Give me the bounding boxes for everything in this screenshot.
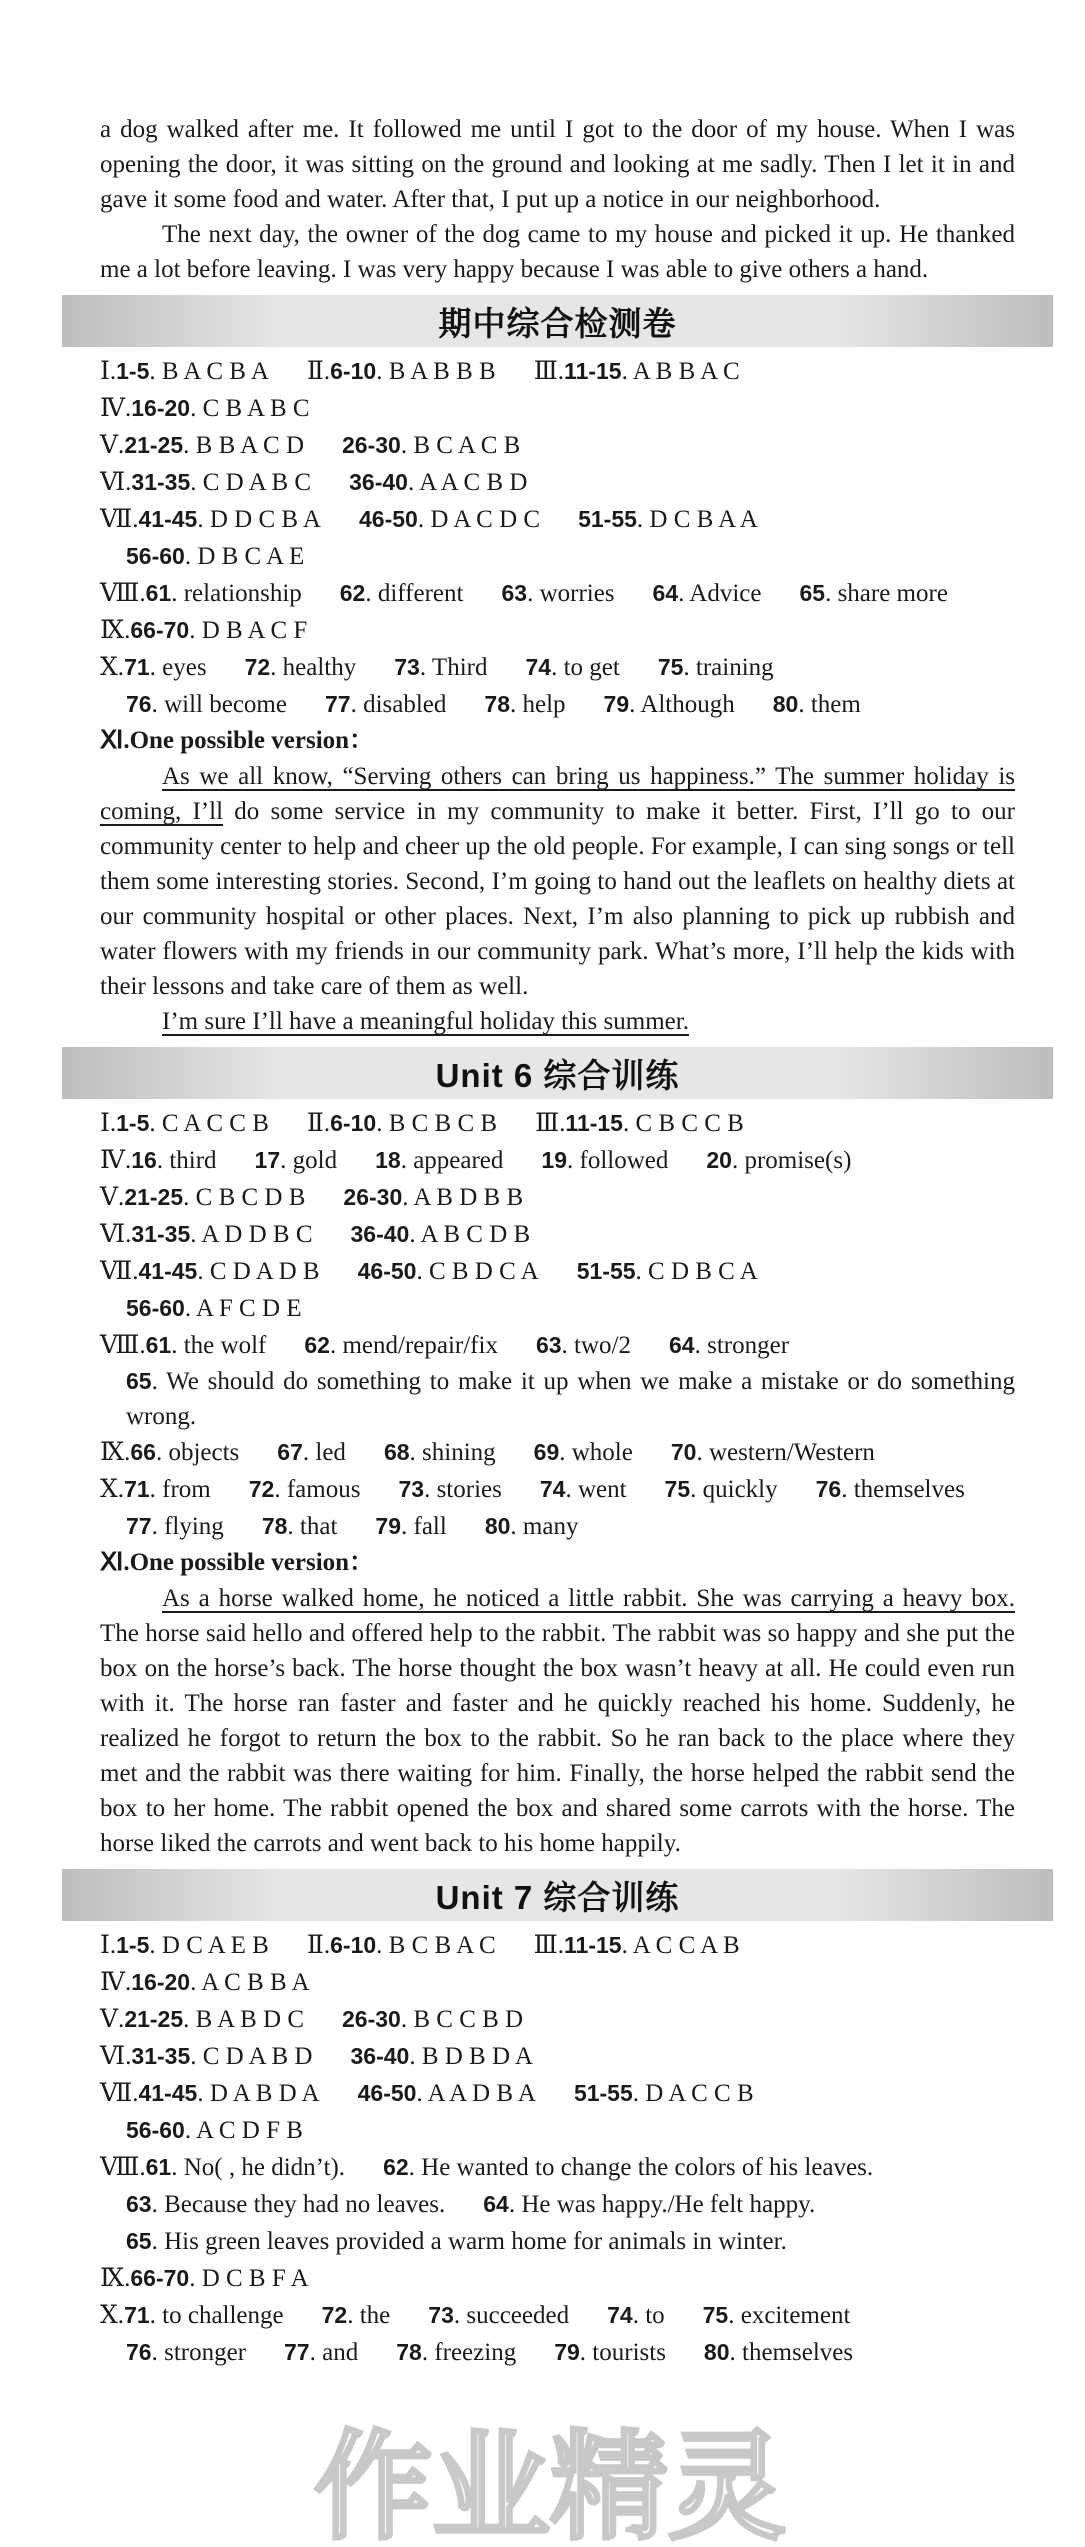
item-number: 63 [501, 580, 528, 606]
answer-line: Ⅴ.21-25. B A B D C 26-30. B C C B D [100, 2006, 524, 2033]
item-answer: C B A B C [202, 395, 310, 422]
midterm-answer-lines [100, 353, 1015, 723]
item-number: 46-50 [357, 2080, 417, 2106]
section-numeral: Ⅴ. [100, 1184, 125, 1211]
midterm-essay-ending [100, 1004, 1015, 1039]
answer-line: 65. His green leaves provided a warm home for animals in winter. [126, 2228, 787, 2255]
item-answer: western/Western [708, 1439, 875, 1466]
item-answer: D C B A A [649, 506, 758, 533]
item-answer: A D D B C [201, 1221, 313, 1248]
item-number: 78 [261, 1513, 288, 1539]
item-number: 75 [702, 2302, 729, 2328]
item-number: 79 [603, 691, 630, 717]
item-answer: He wanted to change the colors of his leaves. [421, 2154, 874, 2181]
item-number: 64 [483, 2191, 509, 2217]
item-answer: objects [168, 1439, 240, 1466]
item-answer: went [577, 1476, 627, 1503]
unit6-answer-lines [100, 1105, 1015, 1364]
item-number: 26-30 [343, 1184, 403, 1210]
item-number: 31-35 [131, 2043, 191, 2069]
section-numeral: Ⅹ. [100, 2302, 125, 2329]
section-numeral: Ⅷ. [100, 580, 146, 607]
essay-label: Ⅺ.One possible version： [100, 727, 375, 754]
item-answer: gold [292, 1147, 338, 1174]
section-banner-midterm [62, 295, 1053, 347]
section-numeral: Ⅸ. [100, 617, 131, 644]
item-number: 76 [126, 691, 152, 717]
essay-body: The horse said hello and offered help to the rabbit. The rabbit was so happy and she put the box on the horse’s back. The horse thought the box wasn’t heavy at all. He could even run with it. The horse ran faster and faster and he quickly reached his home. Suddenly, he realized he forgot to return the box to the rabbit. So he ran back to the place where they met and the rabbit was there waiting for him. Finally, the horse helped the rabbit send the box to her home. The rabbit opened the box and shared some carrots with the horse. The horse liked the carrots and went back to his home happily. [100, 1620, 1015, 1857]
answer-line: 76. stronger 77. and 78. freezing 79. tourists 80. themselves [126, 2339, 854, 2366]
unit6-answer-lines-2 [100, 1434, 1015, 1545]
item-answer: stronger [164, 2339, 247, 2366]
answer-line: Ⅵ.31-35. A D D B C 36-40. A B C D B [100, 1221, 531, 1248]
item-answer: Advice [689, 580, 762, 607]
item-number: 73 [398, 1476, 425, 1502]
item-answer: B C A C B [413, 432, 521, 459]
item-answer: A C D F B [195, 2117, 303, 2144]
answer-line: Ⅶ.41-45. C D A D B 46-50. C B D C A 51-55. C D B C A [100, 1258, 758, 1285]
item-number: 17 [254, 1147, 281, 1173]
item-number: 63 [535, 1332, 562, 1358]
item-number: 65 [126, 1368, 152, 1394]
item-answer: D B C A E [197, 543, 305, 570]
item-answer: themselves [742, 2339, 854, 2366]
item-answer: B B A C D [195, 432, 305, 459]
item-answer: C B C C B [635, 1110, 744, 1137]
item-number: 66-70 [130, 2265, 190, 2291]
item-answer: Although [640, 691, 735, 718]
section-title-unit6: Unit 6 综合训练 [435, 1056, 680, 1094]
item-number: 71 [124, 1476, 150, 1502]
answer-line: 63. Because they had no leaves. 64. He was happy./He felt happy. [126, 2191, 816, 2218]
item-number: 61 [145, 2154, 172, 2180]
item-answer: shining [422, 1439, 496, 1466]
item-answer: led [315, 1439, 346, 1466]
item-number: 71 [124, 654, 150, 680]
item-answer: B C B C B [388, 1110, 498, 1137]
item-number: 16 [131, 1147, 157, 1173]
item-answer: fall [413, 1513, 447, 1540]
item-number: 51-55 [578, 506, 637, 532]
item-answer: C D A B C [202, 469, 312, 496]
section-numeral: Ⅳ. [100, 1147, 132, 1174]
essay-body: do some service in my community to make it better. First, I’ll go to our community center to help and cheer up the old people. For example, I can sing songs or tell them some interesting stories. Second, I’m going to hand out the leaflets on healthy diets at our community hospital or other places. Next, I’m also planning to pick up rubbish and water flowers with my friends in our community park. What’s more, I’ll help the kids with their lessons and take care of them as well. [100, 798, 1016, 1000]
item-answer: many [522, 1513, 579, 1540]
answer-line: Ⅸ.66-70. D C B F A [100, 2265, 309, 2292]
section-numeral: Ⅸ. [100, 2265, 131, 2292]
item-number: 79 [375, 1513, 401, 1539]
item-number: 72 [244, 654, 271, 680]
answer-line: Ⅶ.41-45. D A B D A 46-50. A A D B A 51-55. D A C C B [100, 2080, 754, 2107]
essay-underlined-opening: As we all know, “Serving others can bring us happiness.” The summer holiday is coming, I’ll [100, 763, 1015, 825]
item-number: 61 [145, 580, 172, 606]
item-answer: C D A D B [209, 1258, 320, 1285]
item-number: 51-55 [576, 1258, 636, 1284]
item-number: 31-35 [131, 1221, 191, 1247]
item-number: 46-50 [358, 506, 418, 532]
answer-line: Ⅵ.31-35. C D A B C 36-40. A A C B D [100, 469, 528, 496]
item-answer: appeared [413, 1147, 504, 1174]
item-number: 51-55 [573, 2080, 633, 2106]
item-number: 11-15 [564, 358, 622, 384]
item-answer: themselves [853, 1476, 965, 1503]
item-number: 78 [484, 691, 510, 717]
section-numeral: Ⅵ. [100, 2043, 132, 2070]
item-answer: He was happy./He felt happy. [521, 2191, 816, 2218]
section-numeral: Ⅰ. [100, 1932, 117, 1959]
answer-line: Ⅰ.1-5. C A C C B Ⅱ.6-10. B C B C B Ⅲ.11-15. C B C C B [100, 1110, 744, 1137]
section-banner-unit6 [62, 1047, 1053, 1099]
item-answer: whole [571, 1439, 633, 1466]
item-number: 19 [541, 1147, 567, 1173]
item-number: 67 [277, 1439, 303, 1465]
item-answer: the [359, 2302, 391, 2329]
item-number: 1-5 [116, 1110, 150, 1136]
section-numeral: Ⅴ. [100, 2006, 125, 2033]
item-number: 36-40 [349, 469, 408, 495]
item-answer: will become [164, 691, 287, 718]
answer-line: Ⅷ.61. relationship 62. different 63. worries 64. Advice 65. share more [100, 580, 948, 607]
item-number: 36-40 [350, 1221, 410, 1247]
item-number: 80 [772, 691, 799, 717]
section-numeral: Ⅲ. [533, 358, 565, 385]
essay-underlined-ending: I’m sure I’ll have a meaningful holiday this summer. [162, 1008, 689, 1035]
item-answer: His green leaves provided a warm home for animals in winter. [164, 2228, 787, 2255]
answer-line: Ⅹ.71. to challenge 72. the 73. succeeded 74. to 75. excitement [100, 2302, 851, 2329]
midterm-essay-label [100, 723, 1015, 759]
answer-line: Ⅷ.61. No( , he didn’t). 62. He wanted to change the colors of his leaves. [100, 2154, 874, 2181]
item-number: 77 [284, 2339, 310, 2365]
item-answer: B D B D A [421, 2043, 533, 2070]
item-answer: No( , he didn’t). [183, 2154, 346, 2181]
item-number: 1-5 [116, 358, 150, 384]
answer-line: Ⅹ.71. eyes 72. healthy 73. Third 74. to get 75. training [100, 654, 774, 681]
item-number: 11-15 [565, 1110, 623, 1136]
item-number: 6-10 [330, 358, 377, 384]
item-number: 76 [815, 1476, 842, 1502]
answer-line: 56-60. A C D F B [126, 2117, 303, 2144]
section-numeral: Ⅸ. [100, 1439, 131, 1466]
item-answer: A B C D B [420, 1221, 531, 1248]
item-number: 26-30 [342, 432, 401, 458]
item-number: 16-20 [131, 1969, 191, 1995]
item-answer: famous [286, 1476, 361, 1503]
item-number: 21-25 [124, 2006, 184, 2032]
item-number: 36-40 [350, 2043, 410, 2069]
section-numeral: Ⅰ. [100, 1110, 117, 1137]
item-number: 41-45 [138, 506, 198, 532]
item-answer: third [169, 1147, 217, 1174]
item-number: 71 [124, 2302, 150, 2328]
essay-underlined-opening: As a horse walked home, he noticed a little rabbit. She was carrying a heavy box. [162, 1585, 1015, 1612]
item-number: 65 [799, 580, 826, 606]
unit6-essay [100, 1581, 1015, 1861]
section-numeral: Ⅹ. [100, 1476, 125, 1503]
item-answer: stories [436, 1476, 502, 1503]
item-number: 75 [664, 1476, 691, 1502]
item-number: 72 [248, 1476, 275, 1502]
item-number: 56-60 [126, 1295, 185, 1321]
item-answer: A F C D E [195, 1295, 302, 1322]
item-answer: promise(s) [744, 1147, 852, 1174]
item-answer: A B D B B [413, 1184, 524, 1211]
item-answer: to challenge [162, 2302, 284, 2329]
item-number: 80 [703, 2339, 730, 2365]
answer-line: Ⅳ.16-20. C B A B C [100, 395, 310, 422]
item-answer: excitement [740, 2302, 851, 2329]
item-number: 61 [145, 1332, 172, 1358]
item-answer: C B C D B [195, 1184, 306, 1211]
item-number: 78 [396, 2339, 422, 2365]
item-answer: eyes [162, 654, 207, 681]
item-answer: D C B F A [201, 2265, 309, 2292]
item-answer: freezing [434, 2339, 517, 2366]
section-numeral: Ⅱ. [306, 1110, 331, 1137]
item-answer: tourists [592, 2339, 666, 2366]
item-answer: followed [579, 1147, 669, 1174]
item-number: 21-25 [124, 1184, 184, 1210]
section-title-unit7: Unit 7 综合训练 [435, 1878, 680, 1916]
section-numeral: Ⅳ. [100, 395, 132, 422]
section-numeral: Ⅵ. [100, 469, 132, 496]
section-numeral: Ⅱ. [306, 1932, 331, 1959]
item-answer: D A C C B [645, 2080, 754, 2107]
answer-line: Ⅰ.1-5. B A C B A Ⅱ.6-10. B A B B B Ⅲ.11-15. A B B A C [100, 358, 740, 385]
item-number: 76 [126, 2339, 152, 2365]
item-answer: them [810, 691, 861, 718]
item-number: 62 [304, 1332, 330, 1358]
item-answer: mend/repair/fix [342, 1332, 498, 1359]
content-column [100, 112, 1015, 2371]
item-number: 63 [126, 2191, 152, 2217]
answer-line: 77. flying 78. that 79. fall 80. many [126, 1513, 579, 1540]
item-answer: that [299, 1513, 338, 1540]
item-number: 62 [339, 580, 366, 606]
section-numeral: Ⅴ. [100, 432, 125, 459]
item-number: 11-15 [564, 1932, 622, 1958]
item-answer: stronger [707, 1332, 790, 1359]
item-number: 74 [525, 654, 552, 680]
item-answer: flying [164, 1513, 224, 1540]
section-numeral: Ⅵ. [100, 1221, 132, 1248]
item-number: 73 [428, 2302, 454, 2328]
item-number: 79 [554, 2339, 580, 2365]
item-answer: D C A E B [161, 1932, 269, 1959]
item-number: 62 [383, 2154, 409, 2180]
item-answer: We should do something to make it up when we make a mistake or do something wrong. [126, 1368, 1015, 1430]
item-number: 66 [130, 1439, 156, 1465]
item-number: 41-45 [138, 1258, 198, 1284]
item-number: 77 [126, 1513, 152, 1539]
item-answer: worries [539, 580, 615, 607]
midterm-essay [100, 759, 1015, 1004]
item-answer: B C C B D [413, 2006, 524, 2033]
item-answer: C D A B D [202, 2043, 313, 2070]
item-number: 21-25 [124, 432, 184, 458]
item-answer: share more [837, 580, 948, 607]
item-number: 56-60 [126, 543, 185, 569]
answer-line: Ⅴ.21-25. B B A C D 26-30. B C A C B [100, 432, 521, 459]
section-banner-unit7 [62, 1869, 1053, 1921]
item-answer: A A C B D [419, 469, 528, 496]
answer-line: Ⅶ.41-45. D D C B A 46-50. D A C D C 51-55. D C B A A [100, 506, 758, 533]
item-answer: quickly [702, 1476, 778, 1503]
item-answer: C A C C B [161, 1110, 269, 1137]
answer-line: Ⅸ.66. objects 67. led 68. shining 69. whole 70. western/Western [100, 1439, 875, 1466]
answer-line: Ⅰ.1-5. D C A E B Ⅱ.6-10. B C B A C Ⅲ.11-15. A C C A B [100, 1932, 740, 1959]
section-numeral: Ⅶ. [100, 2080, 139, 2107]
item-number: 64 [669, 1332, 695, 1358]
item-answer: Third [431, 654, 488, 681]
item-answer: C B D C A [428, 1258, 539, 1285]
item-answer: healthy [282, 654, 357, 681]
section-numeral: Ⅶ. [100, 506, 139, 533]
item-number: 6-10 [330, 1110, 377, 1136]
item-answer: D D C B A [209, 506, 321, 533]
section-numeral: Ⅲ. [535, 1110, 566, 1137]
item-number: 80 [484, 1513, 511, 1539]
item-number: 72 [321, 2302, 348, 2328]
item-number: 66-70 [130, 617, 190, 643]
answer-line: 56-60. A F C D E [126, 1295, 302, 1322]
item-number: 75 [657, 654, 684, 680]
item-answer: training [695, 654, 774, 681]
item-number: 56-60 [126, 2117, 185, 2143]
item-answer: relationship [183, 580, 302, 607]
item-answer: D A C D C [430, 506, 541, 533]
item-number: 20 [706, 1147, 732, 1173]
item-number: 65 [126, 2228, 152, 2254]
item-answer: B A B B B [388, 358, 496, 385]
item-answer: disabled [363, 691, 447, 718]
item-answer: B C B A C [388, 1932, 496, 1959]
item-number: 26-30 [342, 2006, 401, 2032]
unit6-item-65: 65. We should do something to make it up when we make a mistake or do something wrong. [126, 1368, 1015, 1430]
item-answer: help [522, 691, 566, 718]
answer-line: Ⅷ.61. the wolf 62. mend/repair/fix 63. two/2 64. stronger [100, 1332, 790, 1359]
item-number: 74 [539, 1476, 566, 1502]
story-paragraph-2: The next day, the owner of the dog came to my house and picked it up. He thanked me a lot before leaving. I was very happy because I was able to give others a hand. [100, 221, 1015, 283]
section-numeral: Ⅷ. [100, 2154, 146, 2181]
essay-label: Ⅺ.One possible version： [100, 1549, 375, 1576]
item-answer: the wolf [183, 1332, 267, 1359]
item-answer: and [322, 2339, 359, 2366]
item-answer: A A D B A [427, 2080, 536, 2107]
watermark-logo [225, 2420, 875, 2545]
item-answer: different [377, 580, 464, 607]
story-paragraph-1: a dog walked after me. It followed me until I got to the door of my house. When I was opening the door, it was sitting on the ground and looking at me sadly. Then I let it in and gave it some food and water. After that, I put up a notice in our neighborhood. [100, 116, 1015, 213]
answer-line: 56-60. D B C A E [126, 543, 305, 570]
answer-line: Ⅳ.16. third 17. gold 18. appeared 19. followed 20. promise(s) [100, 1147, 852, 1174]
item-answer: Because they had no leaves. [164, 2191, 446, 2218]
item-number: 46-50 [357, 1258, 417, 1284]
item-answer: to [645, 2302, 665, 2329]
item-answer: D B A C F [201, 617, 308, 644]
answer-line: Ⅳ.16-20. A C B B A [100, 1969, 310, 1996]
unit7-answer-lines [100, 1927, 1015, 2371]
item-number: 70 [670, 1439, 697, 1465]
section-numeral: Ⅶ. [100, 1258, 139, 1285]
item-answer: D A B D A [209, 2080, 320, 2107]
answer-line: 76. will become 77. disabled 78. help 79. Although 80. them [126, 691, 861, 718]
answer-line: Ⅹ.71. from 72. famous 73. stories 74. went 75. quickly 76. themselves [100, 1476, 965, 1503]
item-number: 16-20 [131, 395, 191, 421]
item-answer: succeeded [466, 2302, 570, 2329]
item-number: 18 [375, 1147, 401, 1173]
section-title-midterm: 期中综合检测卷 [438, 304, 677, 342]
answer-line: Ⅵ.31-35. C D A B D 36-40. B D B D A [100, 2043, 533, 2070]
item-number: 6-10 [330, 1932, 377, 1958]
item-answer: two/2 [574, 1332, 631, 1359]
section-numeral: Ⅹ. [100, 654, 125, 681]
item-answer: from [162, 1476, 211, 1503]
answer-line: Ⅴ.21-25. C B C D B 26-30. A B D B B [100, 1184, 524, 1211]
item-number: 64 [652, 580, 679, 606]
item-answer: C D B C A [648, 1258, 758, 1285]
item-answer: B A C B A [161, 358, 269, 385]
item-number: 68 [383, 1439, 410, 1465]
item-answer: A C C A B [632, 1932, 740, 1959]
section-numeral: Ⅱ. [306, 358, 331, 385]
section-numeral: Ⅰ. [100, 358, 117, 385]
section-numeral: Ⅳ. [100, 1969, 132, 1996]
answer-line: Ⅸ.66-70. D B A C F [100, 617, 308, 644]
item-number: 1-5 [116, 1932, 150, 1958]
watermark-text: 作业精灵 [313, 2420, 787, 2545]
item-number: 73 [394, 654, 420, 680]
unit6-essay-label [100, 1545, 1015, 1581]
section-numeral: Ⅷ. [100, 1332, 146, 1359]
item-answer: B A B D C [195, 2006, 305, 2033]
item-number: 77 [324, 691, 351, 717]
item-answer: A B B A C [632, 358, 740, 385]
item-number: 74 [607, 2302, 633, 2328]
section-numeral: Ⅲ. [533, 1932, 565, 1959]
item-answer: to get [563, 654, 620, 681]
item-number: 41-45 [138, 2080, 198, 2106]
item-answer: A C B B A [201, 1969, 310, 1996]
item-number: 69 [533, 1439, 560, 1465]
item-number: 31-35 [131, 469, 191, 495]
